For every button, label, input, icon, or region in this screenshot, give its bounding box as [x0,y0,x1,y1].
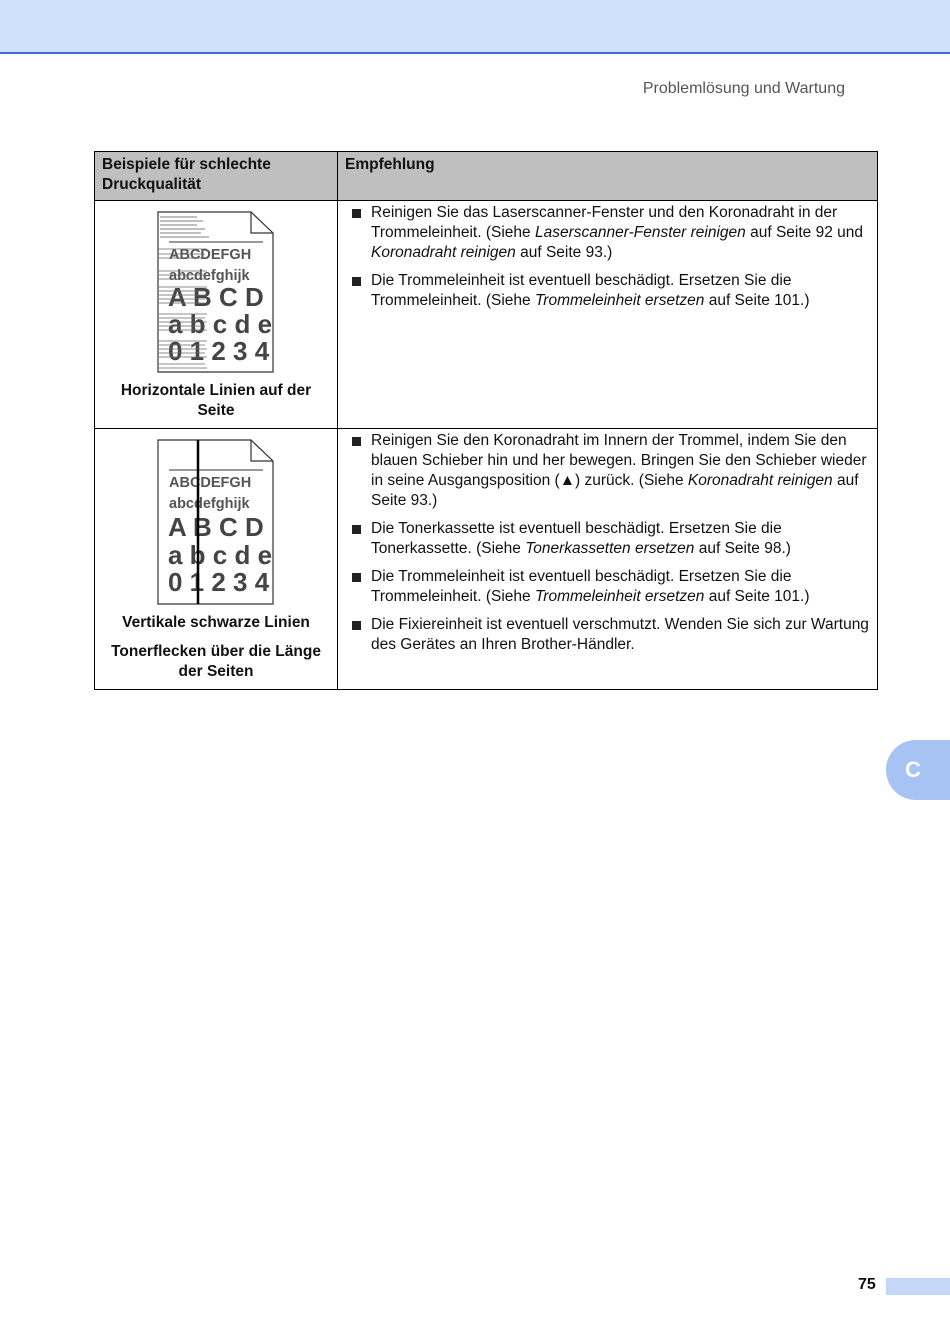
sample-line: a b c d e [168,540,273,570]
cross-reference: Laserscanner-Fenster reinigen [534,224,746,241]
text-segment: Die Fixiereinheit ist eventuell verschmutzt. Wenden Sie sich zur Wartung des Gerätes an Ihren Brother-Händler. [371,616,869,653]
cross-reference: Trommeleinheit ersetzen [534,292,705,309]
recommendation-item [346,431,869,511]
bullet-icon [352,277,361,286]
horizontal-lines-sample-icon [157,211,275,373]
page-number: 75 [858,1276,876,1293]
text-segment: auf Seite 92 und [745,224,863,241]
recommendation-cell [338,429,878,690]
sample-line: ABCDEFGH [169,475,252,491]
text-segment: auf Seite 101.) [704,588,810,605]
recommendation-cell [338,201,878,429]
table-row [95,429,878,690]
text-segment: Die Tonerkassette ist eventuell beschädigt. Ersetzen Sie die Tonerkassette. (Siehe [371,520,782,557]
sample-line: abcdefghijk [169,496,250,512]
bullet-icon [352,573,361,582]
sample-line: A B C D [168,282,264,312]
table-header-row [95,152,878,201]
text-segment: Die Trommeleinheit ist eventuell beschädigt. Ersetzen Sie die Trommeleinheit. (Siehe [371,568,792,605]
example-caption: Tonerflecken über die Länge der Seiten [111,643,321,680]
recommendation-item [346,203,869,263]
running-head: Problemlösung und Wartung [642,80,845,97]
top-band [0,0,950,54]
example-cell [95,429,338,690]
header-recommendation: Empfehlung [338,152,878,201]
sample-line: 0 1 2 3 4 [168,336,270,366]
cross-reference: Tonerkassetten ersetzen [525,540,695,557]
vertical-black-lines-sample-icon [157,439,275,605]
text-segment: auf Seite 101.) [704,292,810,309]
bullet-icon [352,209,361,218]
example-caption: Horizontale Linien auf der Seite [120,382,312,419]
text-segment: auf Seite 93.) [371,472,859,509]
recommendation-text [371,272,810,309]
recommendation-text [371,568,810,605]
text-segment: Die Trommeleinheit ist eventuell beschädigt. Ersetzen Sie die Trommeleinheit. (Siehe [371,272,792,309]
recommendation-text [371,616,869,653]
cross-reference: Koronadraht reinigen [371,244,516,261]
text-segment: auf Seite 98.) [694,540,791,557]
recommendation-text [371,520,791,557]
bullet-icon [352,437,361,446]
troubleshooting-table [94,151,878,690]
chapter-tab: C [886,740,950,800]
sample-line: 0 1 2 3 4 [168,567,270,597]
recommendation-list [346,431,869,655]
sample-line: A B C D [168,512,264,542]
recommendation-item [346,567,869,607]
text-segment: Reinigen Sie das Laserscanner-Fenster und den Koronadraht in der Trommeleinheit. (Siehe [371,204,838,241]
recommendation-text [371,432,866,509]
sample-line: ABCDEFGH [169,247,252,263]
cross-reference: Trommeleinheit ersetzen [534,588,705,605]
text-segment: auf Seite 93.) [515,244,613,261]
sample-line: abcdefghijk [169,268,250,284]
page-band [886,1278,950,1295]
header-examples: Beispiele für schlechte Druckqualität [95,152,338,201]
table-row [95,201,878,429]
recommendation-text [371,204,863,261]
bullet-icon [352,621,361,630]
recommendation-item [346,519,869,559]
recommendation-list [346,203,869,311]
example-cell [95,201,338,429]
bullet-icon [352,525,361,534]
recommendation-item [346,271,869,311]
example-caption: Vertikale schwarze Linien [122,614,310,631]
text-segment: Reinigen Sie den Koronadraht im Innern der Trommel, indem Sie den blauen Schieber hin und her bewegen. Bringen Sie den Schieber wieder in seine Ausgangsposition (▲) zurück. (Siehe [371,432,867,489]
cross-reference: Koronadraht reinigen [687,472,833,489]
sample-line: a b c d e [168,309,273,339]
recommendation-item [346,615,869,655]
